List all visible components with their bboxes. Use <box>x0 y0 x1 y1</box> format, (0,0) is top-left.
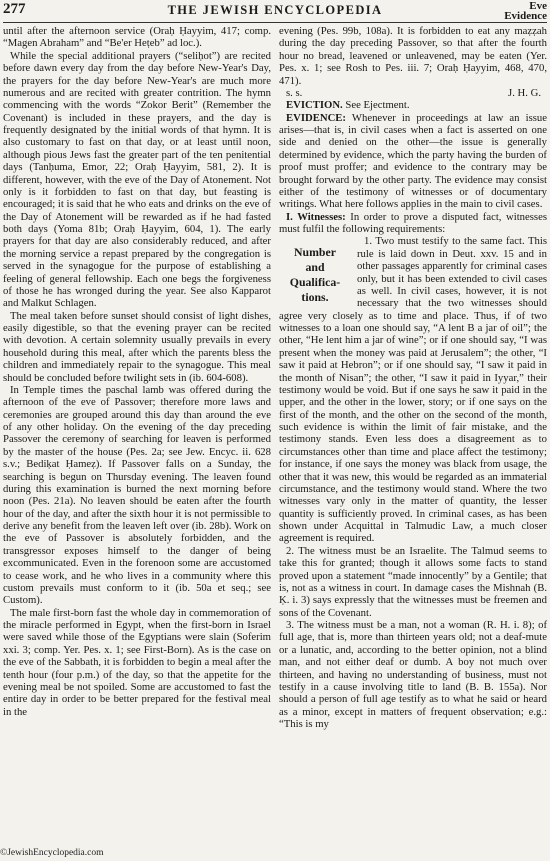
footer-credit: ©JewishEncyclopedia.com <box>0 848 104 858</box>
catchwords <box>504 1 547 21</box>
signature-classification: s. s. <box>286 86 303 99</box>
section-heading: I. Witnesses: <box>286 210 346 223</box>
paragraph: 3. The witness must be a man, not a woman (R. H. i. 8); of full age, that is, more than thirteen years old; not a deaf-mute or a lunatic, and, according to the better opinion, not a blind man, and not either deaf or dumb. A boy not much over thirteen, and having no understanding of business, must not testify in a cause involving title to land (B. B. 155a). Nor should a person of full age testify as to what he said or heard as a minor, except in matters of frequent observation; e.g.: “This is my <box>279 619 547 730</box>
side-heading: Number and Qualifica- tions. <box>289 245 341 305</box>
catchword-first: Eve <box>529 0 547 12</box>
signature-author: J. H. G. <box>508 86 541 99</box>
article-signature <box>279 87 547 99</box>
header-rule <box>3 22 547 23</box>
running-title: THE JEWISH ENCYCLOPEDIA <box>167 3 383 17</box>
paragraph: The male first-born fast the whole day in commemoration of the miracle performed in Egypt, when the first-born in Israel were saved while those of the Egyptians were slain (Soferim xxi. 3; comp. Yer. Pes. x. 1; see First-Born). As is the case on the eve of the Sabbath, it is forbidden to begin a meal after the tenth hour (four p.m.) of the day, so that the appetite for the evening meal be not spoiled. Some are accustomed to fast the entire day in order to be better prepared for the festival meal in the <box>3 606 271 718</box>
right-column <box>279 25 547 730</box>
paragraph: While the special additional prayers (“seliḥot”) are recited before dawn every day from the day before New-Year's Day, the prayers for the day before New-Year's are much more numerous and are recited with greater contrition. The hymn commencing with the words “Zokor Berit” (Remember the Covenant) is included in these prayers, and the day is frequently designated by the initial words of that hymn. It is also customary to fast on that day, or at least until noon, although pious Jews fast the greater part of the ten penitential days (Tanḥuma, Emor, 22; Oraḥ Ḥayyim, 581, 2). It is different, however, with the eve of the Day of Atonement. Not only is it forbidden to fast on that day, but feasting is encouraged; it is said that he who eats and drinks on the eve of the Day of Atonement will be rewarded as if he had fasted both days (Yoma 81b; Oraḥ Ḥayyim, 604, 1). The early prayers for that day are also considerably reduced, and after the morning service a repast prepared by the congregation is served in the synagogue for the purpose of establishing a feeling of general fellowship. Each one begs the forgiveness of those he has wronged during the year. See also Kapparot and Malkut Schlagen. <box>3 49 272 310</box>
paragraph: 2. The witness must be an Israelite. The Talmud seems to take this for granted; though it allows some facts to stand proved upon a statement “made innocently” by a Gentile; that is, not as a witness in court. In damage cases the Mishnah (B. Ḳ. i. 3) says expressly that the witnesses must be freemen and sons of the Covenant. <box>279 544 547 619</box>
page-number: 277 <box>3 1 26 17</box>
paragraph: In Temple times the paschal lamb was offered during the afternoon of the eve of Passover; therefore more laws and ceremonies are grouped around this day than around the eve of any other holiday. On the evening of the day preceding Passover the ceremony of searching for leaven is performed by the master of the house (Pes. 2a; see Jew. Encyc. ii. 628 s.v.; Bediḳat Ḥameẓ). If Passover falls on a Sunday, the searching is begun on Thursday evening. The leaven found during this examination is burned the next morning before noon (Pes. 21a). No leaven should be eaten after the fourth hour of the day, and after the sixth hour it is not permissible to derive any benefit from the leaven left over (ib. 28b). Work on the eve of Passover is absolutely forbidden, and the transgressor exposes himself to the danger of being excommunicated. Even in the forenoon some are accustomed to cease work, and he who lives in a community where this custom prevails must conform to it (ib. 50a et seq.; see Custom). <box>3 383 271 607</box>
left-column <box>3 25 271 718</box>
paragraph: evening (Pes. 99b, 108a). It is forbidden to eat any maẓẓah during the day preceding Passover, so that after the fourth hour no bread, leavened or unleavened, may be eaten (Yer. Pes. x. 1; see Rosh to Pes. iii. 7; Oraḥ Ḥayyim, 468, 470, 471). <box>279 25 547 87</box>
catchword-last: Evidence <box>504 10 547 22</box>
paragraph: The meal taken before sunset should consist of light dishes, easily digestible, so that the evening prayer can be recited with devotion. A certain solemnity usually prevails in every household during this meal, after which the parents bless the children and immediately repair to the synagogue. This meal should be concluded before twilight sets in (ib. 604-608). <box>3 309 271 384</box>
entry-evidence: EVIDENCE: Whenever in proceedings at law an issue arises—that is, in civil cases when a fact is asserted on one side and denied on the other—the issue is generally determined by evidence, which the party having the burden of proof must proffer; and evidence to the contrary may be brought forward by the other party. The evidence may consist either of the testimony of witnesses or of documentary writings. What here follows applies in the main to civil cases. <box>279 111 548 211</box>
paragraph: Number and Qualifica- tions. 1. Two must testify to the same fact. This rule is laid down in Deut. xxv. 15 and in other passages apparently for criminal cases only, but it has been extended to civil cases as well. In civil cases, however, it is not necessary that the two witnesses should agree very closely as to time and place. Thus, if of two witnesses to a loan one should say, “A lent B a jar of oil”; the other, “He lent him a jar of wine”; or if one should say, “I was present when the money was paid at Jerusalem”; the other, “I saw it paid at Hebron”; or if one should say, “I saw it paid in the month of Nisan”; the other, “I saw it paid in Iyyar,” their testimony would be void. But if one says he saw it paid in the upper, and the other in the lower, story; or if one says on the first of the month, and the other on the second of the month, such evidence is within the limit of fair mistake, and the testimony stands. Even less does a disagreement as to circumstances other than time and place affect the testimony; for instance, if one says the money was black from usage, the other that it was new, this would be regarded as an immaterial circumstance, and the testimony would stand. Where the two witnesses vary only in the matter of quantity, the lesser quantity is sufficiently proved. In criminal cases, as has been shown under Acquittal in Talmudic Law, a much closer agreement is required. <box>279 235 547 545</box>
cross-reference: See Ejectment. <box>345 99 410 112</box>
entry-eviction <box>279 99 547 111</box>
paragraph: until after the afternoon service (Oraḥ Ḥayyim, 417; comp. “Magen Abraham” and “Be'er Heṭeb” ad loc.). <box>3 25 271 50</box>
section-witnesses: I. Witnesses: In order to prove a disputed fact, witnesses must fulfil the following requirements: <box>279 210 547 235</box>
page-header <box>0 0 550 24</box>
entry-heading: EVIDENCE: <box>286 111 346 124</box>
entry-heading: EVICTION. <box>286 99 343 112</box>
